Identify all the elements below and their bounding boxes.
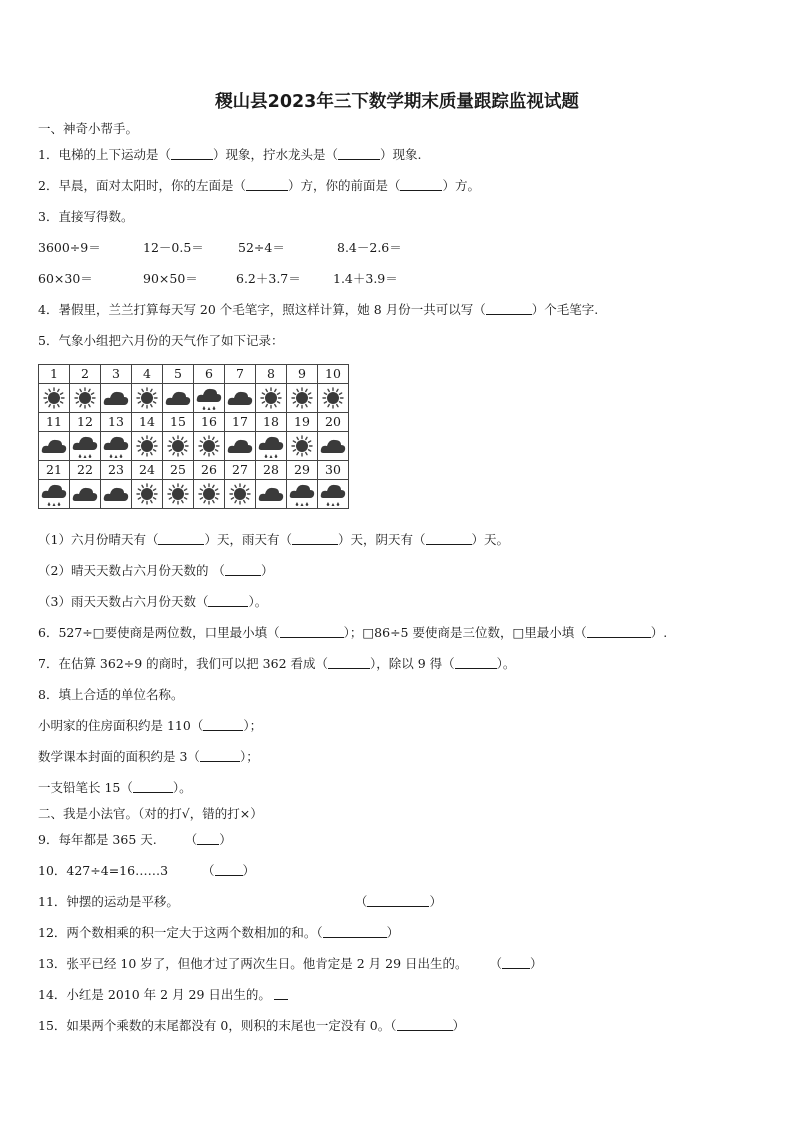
question-12: 12．两个数相乘的积一定大于这两个数相加的和。（ ） xyxy=(38,925,400,940)
weather-cell xyxy=(318,432,349,461)
weather-cell xyxy=(194,480,225,509)
weather-cell xyxy=(132,432,163,461)
question-4: 4．暑假里，兰兰打算每天写 20 个毛笔字，照这样计算，她 8 月份一共可以写（ ）个毛笔字. xyxy=(38,302,599,317)
sun-icon xyxy=(319,386,347,410)
question-14: 14．小红是 2010 年 2 月 29 日出生的。 xyxy=(38,987,288,1003)
day-number: 18 xyxy=(256,413,287,432)
rain-icon xyxy=(40,482,68,506)
weather-cell xyxy=(194,432,225,461)
calc-item: 52÷4＝ xyxy=(238,240,285,255)
section-heading: 一、神奇小帮手。 xyxy=(38,121,139,136)
cloud-icon xyxy=(164,386,192,410)
day-number: 5 xyxy=(163,365,194,384)
rain-icon xyxy=(319,482,347,506)
answer-blank[interactable] xyxy=(200,750,240,762)
weather-cell xyxy=(163,432,194,461)
answer-blank[interactable] xyxy=(280,626,344,638)
rain-icon xyxy=(71,434,99,458)
question-8: 8．填上合适的单位名称。 xyxy=(38,687,184,702)
weather-cell xyxy=(70,432,101,461)
rain-icon xyxy=(288,482,316,506)
answer-blank[interactable] xyxy=(455,657,497,669)
cloud-icon xyxy=(102,482,130,506)
question-5: 5．气象小组把六月份的天气作了如下记录： xyxy=(38,333,284,348)
day-number: 11 xyxy=(39,413,70,432)
cloud-icon xyxy=(102,386,130,410)
weather-table xyxy=(38,364,349,509)
cloud-icon xyxy=(257,482,285,506)
sun-icon xyxy=(133,434,161,458)
section-heading: 二、我是小法官。（对的打√，错的打×） xyxy=(38,806,263,821)
answer-blank[interactable] xyxy=(203,719,243,731)
question-11: 11．钟摆的运动是平移。 （ ） xyxy=(38,894,442,909)
calc-item: 1.4＋3.9＝ xyxy=(333,271,398,286)
day-number: 30 xyxy=(318,461,349,480)
calc-item: 6.2＋3.7＝ xyxy=(236,271,301,286)
answer-blank[interactable] xyxy=(587,626,651,638)
calc-item: 3600÷9＝ xyxy=(38,240,101,255)
weather-cell xyxy=(39,384,70,413)
answer-blank[interactable] xyxy=(338,148,380,160)
weather-cell xyxy=(39,432,70,461)
question-3: 3．直接写得数。 xyxy=(38,209,134,224)
day-number: 3 xyxy=(101,365,132,384)
sun-icon xyxy=(133,386,161,410)
day-number: 21 xyxy=(39,461,70,480)
sun-icon xyxy=(195,482,223,506)
weather-cell xyxy=(287,480,318,509)
rain-icon xyxy=(195,386,223,410)
day-number: 16 xyxy=(194,413,225,432)
question-13: 13．张平已经 10 岁了，但他才过了两次生日。他肯定是 2 月 29 日出生的。 （ ） xyxy=(38,956,543,971)
answer-blank[interactable] xyxy=(215,864,243,876)
day-number: 17 xyxy=(225,413,256,432)
weather-cell xyxy=(287,432,318,461)
question-8-1: 小明家的住房面积约是 110（ ）； xyxy=(38,718,263,733)
answer-blank[interactable] xyxy=(328,657,370,669)
sun-icon xyxy=(257,386,285,410)
answer-blank[interactable] xyxy=(208,595,248,607)
question-8-2: 数学课本封面的面积约是 3（ ）； xyxy=(38,749,259,764)
answer-blank[interactable] xyxy=(171,148,213,160)
day-number: 6 xyxy=(194,365,225,384)
day-number: 25 xyxy=(163,461,194,480)
day-number: 20 xyxy=(318,413,349,432)
day-number: 8 xyxy=(256,365,287,384)
day-number: 12 xyxy=(70,413,101,432)
question-6: 6．527÷□要使商是两位数，口里最小填（ ）；□86÷5 要使商是三位数，□里最小填（ ）. xyxy=(38,625,668,640)
answer-blank[interactable] xyxy=(225,564,261,576)
weather-cell xyxy=(256,480,287,509)
answer-blank[interactable] xyxy=(292,533,338,545)
cloud-icon xyxy=(71,482,99,506)
weather-cell xyxy=(163,384,194,413)
sun-icon xyxy=(288,434,316,458)
question-5-2: （2）晴天天数占六月份天数的 （ ） xyxy=(38,563,274,578)
day-number: 29 xyxy=(287,461,318,480)
weather-cell xyxy=(163,480,194,509)
day-number: 22 xyxy=(70,461,101,480)
day-number: 26 xyxy=(194,461,225,480)
cloud-icon xyxy=(226,386,254,410)
weather-cell xyxy=(70,480,101,509)
weather-cell xyxy=(101,432,132,461)
day-number: 9 xyxy=(287,365,318,384)
weather-cell xyxy=(101,384,132,413)
weather-cell xyxy=(225,480,256,509)
answer-blank[interactable] xyxy=(246,179,288,191)
answer-blank[interactable] xyxy=(197,833,219,845)
day-number: 28 xyxy=(256,461,287,480)
sun-icon xyxy=(71,386,99,410)
question-7: 7．在估算 362÷9 的商时，我们可以把 362 看成（ ），除以 9 得（ ）。 xyxy=(38,656,516,671)
weather-cell xyxy=(318,384,349,413)
weather-cell xyxy=(318,480,349,509)
answer-blank[interactable] xyxy=(133,781,173,793)
sun-icon xyxy=(133,482,161,506)
day-number: 24 xyxy=(132,461,163,480)
calc-item: 12－0.5＝ xyxy=(143,240,204,255)
cloud-icon xyxy=(319,434,347,458)
answer-blank[interactable] xyxy=(323,926,387,938)
answer-blank[interactable] xyxy=(367,895,429,907)
day-number: 4 xyxy=(132,365,163,384)
day-number: 19 xyxy=(287,413,318,432)
day-number: 10 xyxy=(318,365,349,384)
answer-blank[interactable] xyxy=(400,179,442,191)
question-8-3: 一支铅笔长 15（ ）。 xyxy=(38,780,192,795)
rain-icon xyxy=(257,434,285,458)
cloud-icon xyxy=(40,434,68,458)
sun-icon xyxy=(288,386,316,410)
weather-cell xyxy=(225,384,256,413)
question-5-3: （3）雨天天数占六月份天数（ ）。 xyxy=(38,594,268,609)
page-title: 稷山县2023年三下数学期末质量跟踪监视试题 xyxy=(215,92,579,112)
sun-icon xyxy=(164,482,192,506)
sun-icon xyxy=(195,434,223,458)
sun-icon xyxy=(164,434,192,458)
weather-cell xyxy=(101,480,132,509)
answer-blank[interactable] xyxy=(274,988,288,1000)
day-number: 13 xyxy=(101,413,132,432)
day-number: 2 xyxy=(70,365,101,384)
question-15: 15．如果两个乘数的末尾都没有 0，则积的末尾也一定没有 0。（ ） xyxy=(38,1018,466,1033)
answer-blank[interactable] xyxy=(502,957,530,969)
question-5-1: （1）六月份晴天有（ ）天，雨天有（ ）天，阴天有（ ）天。 xyxy=(38,532,510,547)
cloud-icon xyxy=(226,434,254,458)
day-number: 7 xyxy=(225,365,256,384)
day-number: 14 xyxy=(132,413,163,432)
answer-blank[interactable] xyxy=(397,1019,453,1031)
calc-item: 8.4－2.6＝ xyxy=(337,240,402,255)
answer-blank[interactable] xyxy=(158,533,204,545)
question-2: 2．早晨，面对太阳时，你的左面是（ ）方，你的前面是（ ）方。 xyxy=(38,178,480,193)
weather-cell xyxy=(225,432,256,461)
weather-cell xyxy=(132,384,163,413)
rain-icon xyxy=(102,434,130,458)
day-number: 15 xyxy=(163,413,194,432)
question-9: 9．每年都是 365 天. （ ） xyxy=(38,832,232,847)
question-10: 10．427÷4=16……3 （ ） xyxy=(38,863,256,878)
day-number: 1 xyxy=(39,365,70,384)
weather-cell xyxy=(256,432,287,461)
calc-item: 60×30＝ xyxy=(38,271,93,286)
answer-blank[interactable] xyxy=(426,533,472,545)
answer-blank[interactable] xyxy=(486,303,532,315)
weather-cell xyxy=(256,384,287,413)
question-1: 1．电梯的上下运动是（ ）现象，拧水龙头是（ ）现象. xyxy=(38,147,422,162)
day-number: 23 xyxy=(101,461,132,480)
weather-cell xyxy=(287,384,318,413)
weather-cell xyxy=(70,384,101,413)
weather-cell xyxy=(39,480,70,509)
weather-cell xyxy=(194,384,225,413)
day-number: 27 xyxy=(225,461,256,480)
sun-icon xyxy=(40,386,68,410)
sun-icon xyxy=(226,482,254,506)
weather-cell xyxy=(132,480,163,509)
calc-item: 90×50＝ xyxy=(143,271,198,286)
